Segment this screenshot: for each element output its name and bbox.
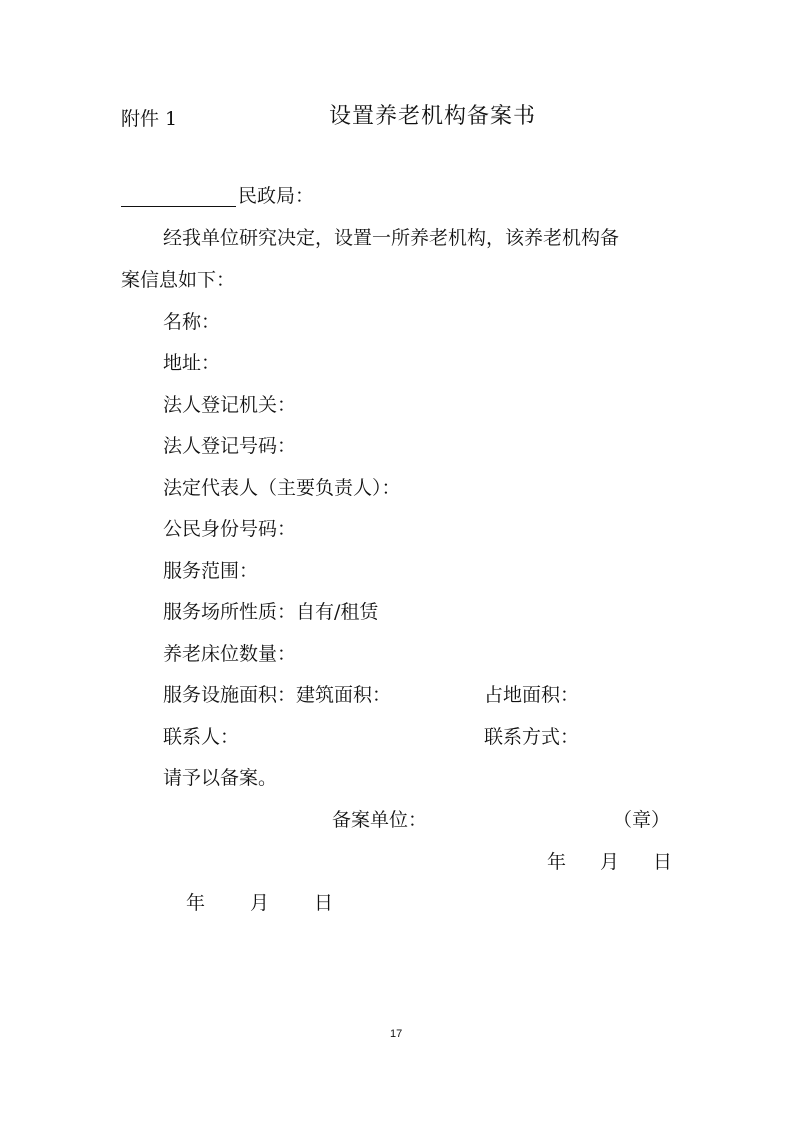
date-right-year: 年	[547, 851, 567, 873]
date-right-day: 日	[653, 851, 673, 873]
field-contact-method: 联系方式：	[484, 726, 580, 748]
seal-label: （章）	[613, 809, 671, 831]
date-left-year: 年	[186, 892, 206, 914]
page-title: 设置养老机构备案书	[329, 104, 537, 129]
request-text: 请予以备案。	[163, 767, 278, 789]
field-contact-person: 联系人：	[163, 726, 240, 748]
date-right-month: 月	[600, 851, 620, 873]
page-number: 17	[390, 1028, 403, 1040]
addressee-blank-line	[121, 206, 236, 207]
field-land-area: 占地面积：	[484, 684, 580, 706]
field-legal-representative: 法定代表人（主要负责人）：	[163, 477, 401, 499]
attachment-label: 附件 1	[121, 108, 178, 130]
field-name: 名称：	[163, 311, 221, 333]
filing-unit-label: 备案单位：	[332, 809, 428, 831]
field-facility-area: 服务设施面积：建筑面积：	[163, 684, 392, 706]
addressee-suffix: 民政局：	[238, 185, 315, 207]
field-bed-count: 养老床位数量：	[163, 643, 297, 665]
field-premises-nature: 服务场所性质：自有/租赁	[163, 601, 379, 623]
intro-line-1: 经我单位研究决定，设置一所养老机构，该养老机构备	[163, 227, 620, 249]
field-registration-authority: 法人登记机关：	[163, 394, 297, 416]
field-registration-number: 法人登记号码：	[163, 435, 297, 457]
field-service-scope: 服务范围：	[163, 560, 259, 582]
field-address: 地址：	[163, 352, 221, 374]
date-left-month: 月	[250, 892, 270, 914]
intro-line-2: 案信息如下：	[121, 269, 236, 291]
field-id-number: 公民身份号码：	[163, 518, 297, 540]
date-left-day: 日	[314, 892, 334, 914]
